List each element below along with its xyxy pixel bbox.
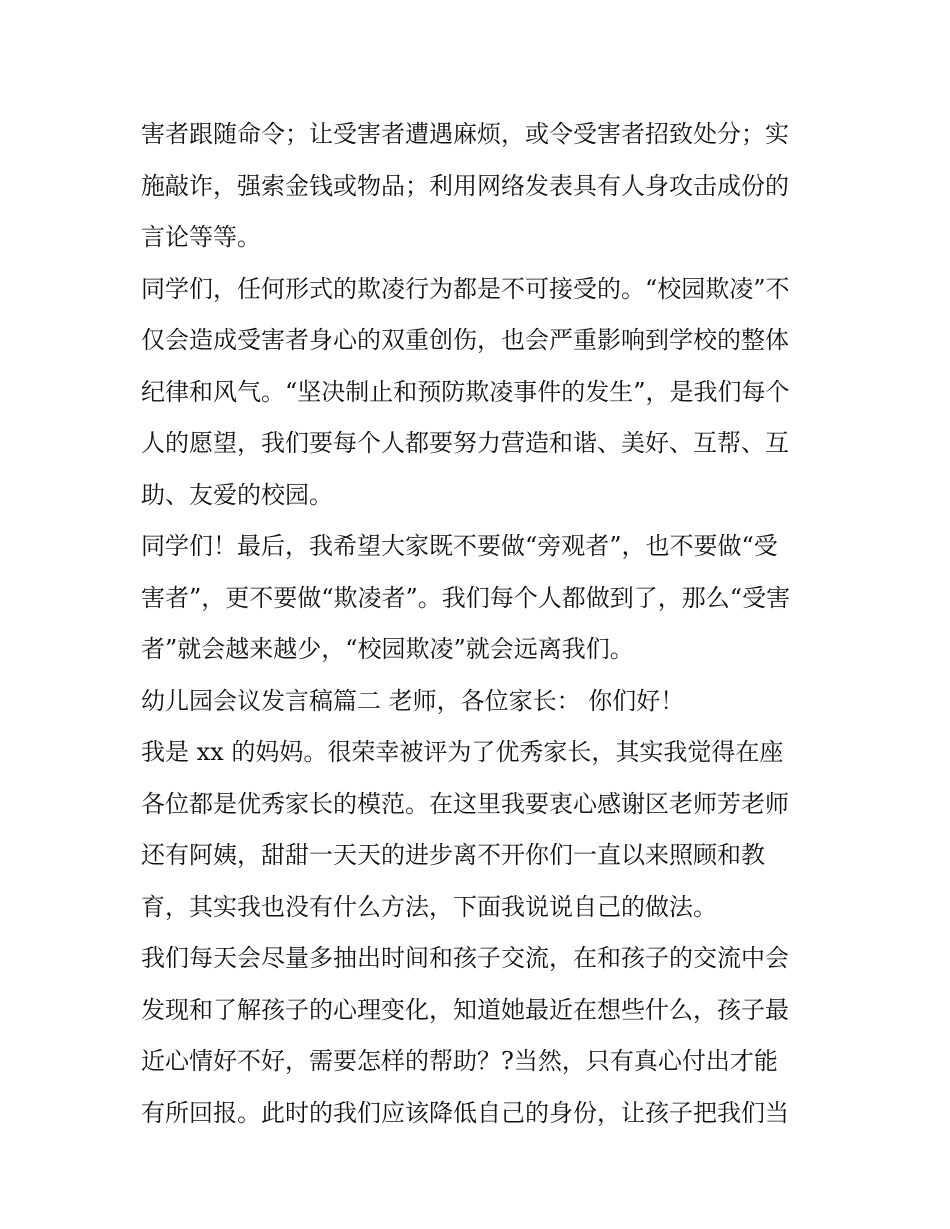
text-line: 育，其实我也没有什么方法，下面我说说自己的做法。 (141, 892, 717, 921)
text-line: 仅会造成受害者身心的双重创伤，也会严重影响到学校的整体 (141, 326, 789, 354)
text-line: 言论等等。 (141, 223, 261, 251)
text-line: 害者”，更不要做“欺凌者”。我们每个人都做到了，那么“受害 (141, 583, 791, 612)
text-line: 我们每天会尽量多抽出时间和孩子交流，在和孩子的交流中会 (141, 944, 789, 972)
text-line: 纪律和风气。“坚决制止和预防欺凌事件的发生”，是我们每个 (141, 377, 790, 406)
text-line: 同学们，任何形式的欺凌行为都是不可接受的。“校园欺凌”不 (141, 274, 790, 303)
text-line: 发现和了解孩子的心理变化，知道她最近在想些什么，孩子最 (141, 995, 789, 1024)
text-line: 我是 xx 的妈妈。很荣幸被评为了优秀家长，其实我觉得在座 (141, 738, 784, 766)
text-line: 助、友爱的校园。 (141, 480, 333, 509)
text-line: 近心情好不好，需要怎样的帮助？?当然，只有真心付出才能 (141, 1047, 778, 1075)
text-line: 人的愿望，我们要每个人都要努力营造和谐、美好、互帮、互 (141, 429, 789, 457)
text-line: 害者跟随命令；让受害者遭遇麻烦，或令受害者招致处分；实 (141, 120, 789, 148)
section-heading-line: 幼儿园会议发言稿篇二 老师，各位家长： 你们好！ (141, 686, 685, 715)
document-body (141, 109, 821, 1139)
text-line: 者”就会越来越少，“校园欺凌”就会远离我们。 (141, 635, 634, 663)
text-line: 还有阿姨，甜甜一天天的进步离不开你们一直以来照顾和教 (141, 841, 765, 869)
text-line: 施敲诈，强索金钱或物品；利用网络发表具有人身攻击成份的 (141, 171, 789, 200)
text-line: 同学们！最后，我希望大家既不要做“旁观者”，也不要做“受 (141, 532, 778, 560)
text-line: 有所回报。此时的我们应该降低自己的身份，让孩子把我们当 (141, 1098, 789, 1127)
text-line: 各位都是优秀家长的模范。在这里我要衷心感谢区老师芳老师 (141, 789, 789, 818)
